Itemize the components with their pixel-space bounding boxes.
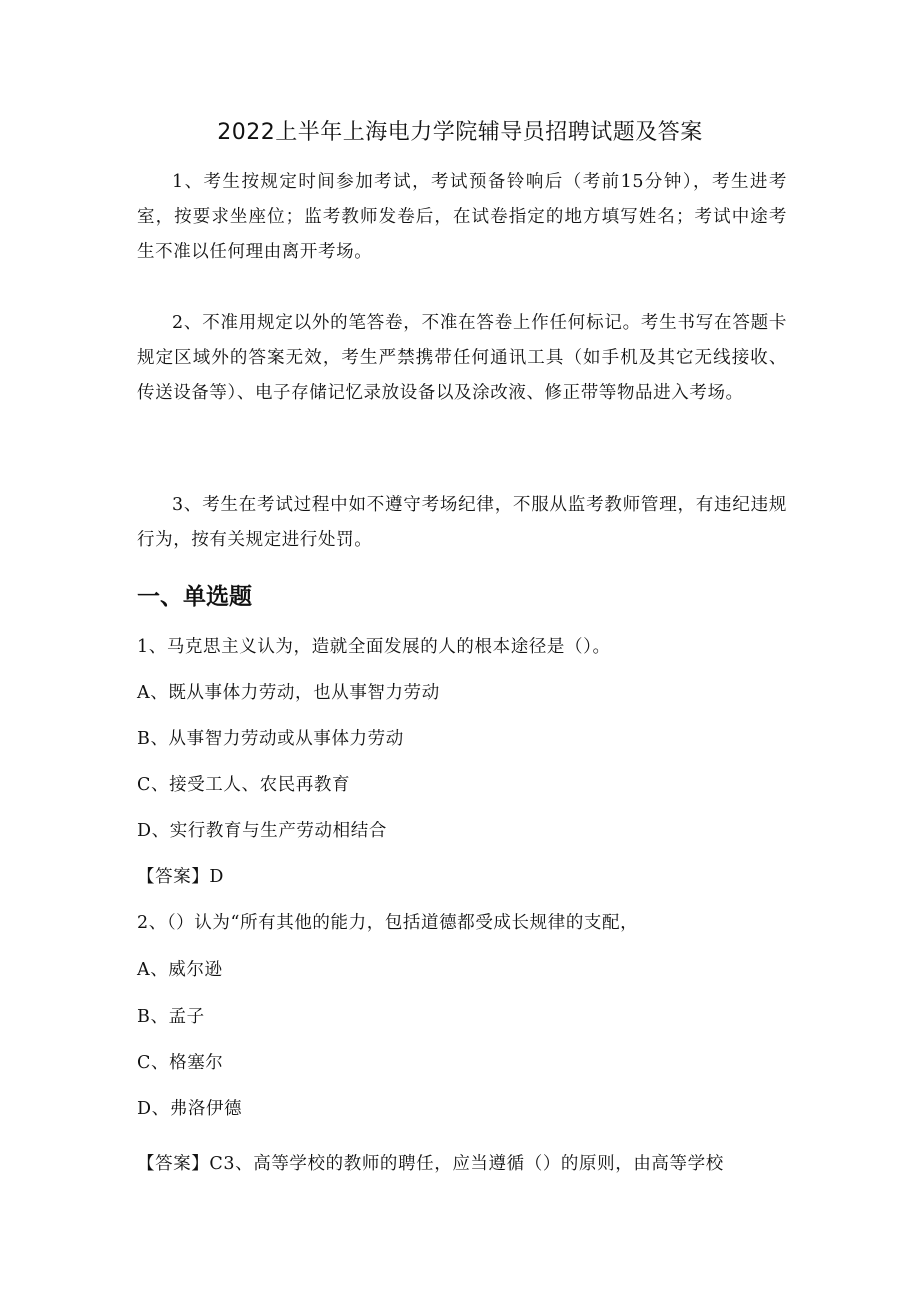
notice-paragraph-1: 1、考生按规定时间参加考试，考试预备铃响后（考前15分钟），考生进考室，按要求坐座位；监考教师发卷后，在试卷指定的地方填写姓名；考试中途考生不准以任何理由离开考场。 xyxy=(137,172,787,262)
question-2-option-c: C、格塞尔 xyxy=(137,1053,224,1073)
question-1-stem: 1、马克思主义认为，造就全面发展的人的根本途径是（）。 xyxy=(137,637,611,657)
section-title: 一、单选题 xyxy=(137,584,252,610)
question-2-answer: 【答案】C3、高等学校的教师的聘任，应当遵循（）的原则，由高等学校 xyxy=(137,1154,724,1174)
question-1-option-a: A、既从事体力劳动，也从事智力劳动 xyxy=(137,683,440,703)
document-title: 2022上半年上海电力学院辅导员招聘试题及答案 xyxy=(217,120,703,145)
notice-paragraph-3: 3、考生在考试过程中如不遵守考场纪律，不服从监考教师管理，有违纪违规行为，按有关规定进行处罚。 xyxy=(137,495,787,550)
question-2-option-a: A、威尔逊 xyxy=(137,960,223,980)
question-1-option-b: B、从事智力劳动或从事体力劳动 xyxy=(137,729,404,749)
question-1-option-d: D、实行教育与生产劳动相结合 xyxy=(137,821,387,841)
question-2-option-b: B、孟子 xyxy=(137,1007,205,1027)
question-1-option-c: C、接受工人、农民再教育 xyxy=(137,775,351,795)
question-1-answer: 【答案】D xyxy=(137,867,225,887)
question-2-option-d: D、弗洛伊德 xyxy=(137,1099,243,1119)
notice-paragraph-2: 2、不准用规定以外的笔答卷，不准在答卷上作任何标记。考生书写在答题卡规定区域外的答案无效，考生严禁携带任何通讯工具（如手机及其它无线接收、传送设备等）、电子存储记忆录放设备以及涂改液、修正带等物品进入考场。 xyxy=(137,313,787,403)
question-2-stem: 2、（）认为“所有其他的能力，包括道德都受成长规律的支配， xyxy=(137,913,639,933)
